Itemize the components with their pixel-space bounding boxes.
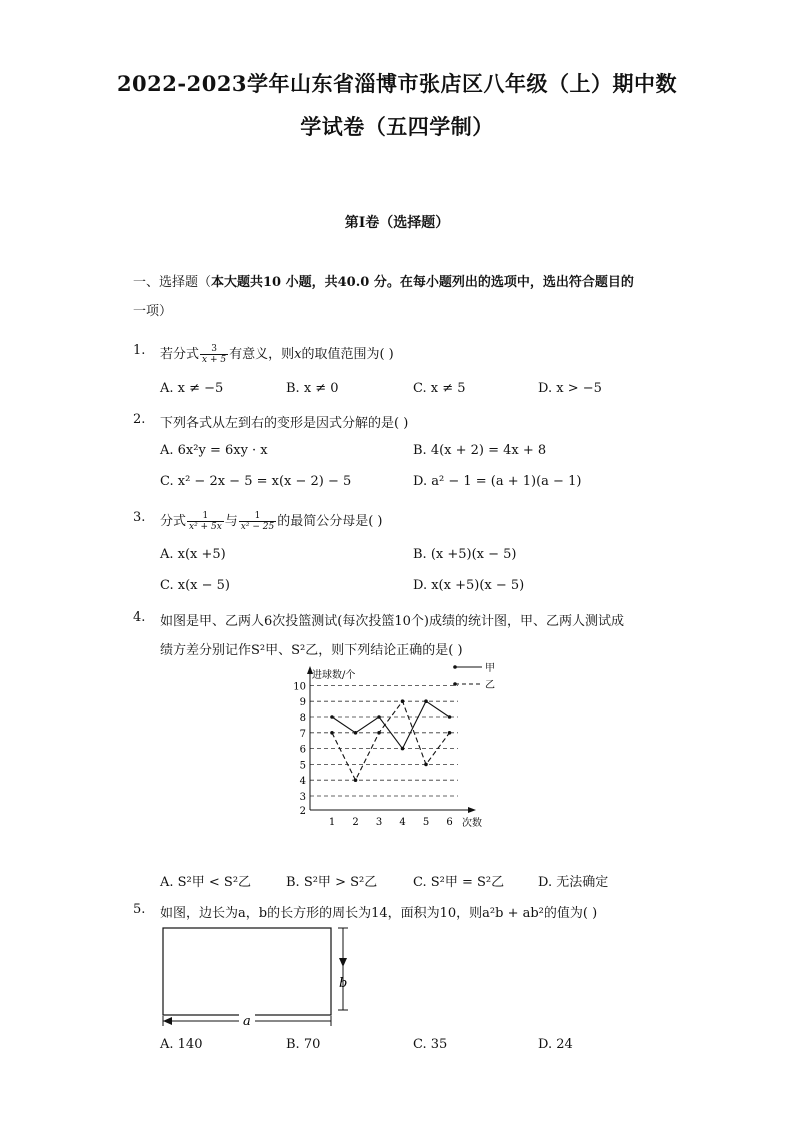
data-point-甲 (401, 747, 405, 751)
y-tick-label: 10 (293, 681, 306, 693)
option-c[interactable]: C. x ≠ 5 (413, 381, 466, 396)
data-point-乙 (401, 699, 405, 703)
section-prefix: 一、选择题（ (133, 275, 212, 290)
x-tick-label: 2 (352, 817, 359, 828)
question-number: 4. (133, 610, 146, 625)
label-b: b (339, 976, 348, 991)
x-tick-label: 5 (422, 817, 430, 828)
legend-marker-甲 (453, 665, 457, 669)
option-d[interactable]: D. 24 (538, 1037, 573, 1052)
option-b[interactable]: B. 4(x + 2) = 4x + 8 (413, 443, 547, 458)
option-b[interactable]: B. x ≠ 0 (286, 381, 339, 396)
option-a[interactable]: A. S²甲 < S²乙 (160, 875, 252, 890)
question-text (160, 510, 670, 532)
denominator: x² + 5x (189, 522, 222, 532)
option-d[interactable]: D. x(x +5)(x − 5) (413, 578, 525, 593)
denominator: x² − 25 (240, 522, 275, 532)
legend-marker-乙 (453, 682, 457, 686)
option-a[interactable]: A. 6x²y = 6xy · x (160, 443, 268, 458)
exam-title-line2: 学试卷（五四学制） (300, 114, 494, 139)
x-tick-label: 1 (328, 817, 336, 828)
question-1 (0, 343, 794, 363)
rectangle-diagram (155, 924, 365, 1030)
option-d[interactable]: D. a² − 1 = (a + 1)(a − 1) (413, 474, 582, 489)
q1-pre: 若分式 (160, 347, 200, 362)
fraction-1 (187, 511, 224, 532)
label-a: a (243, 1014, 251, 1029)
option-c[interactable]: C. x(x − 5) (160, 578, 230, 593)
legend-label: 乙 (485, 680, 495, 691)
section-line2: 一项） (133, 304, 173, 319)
option-a[interactable]: A. 140 (160, 1037, 203, 1052)
exam-title-line1: 2022-2023学年山东省淄博市张店区八年级（上）期中数 (116, 71, 678, 96)
y-tick-label: 2 (299, 806, 306, 817)
denominator: x + 5 (202, 355, 227, 365)
a-arrow-head (163, 1017, 172, 1025)
data-point-乙 (354, 778, 358, 782)
question-number: 5. (133, 902, 146, 917)
question-text: 如图，边长为a，b的长方形的周长为14，面积为10，则a²b + ab²的值为( ) (160, 906, 598, 921)
q1-post2: 的取值范围为( ) (301, 347, 394, 362)
data-point-乙 (448, 731, 452, 735)
x-tick-label: 3 (375, 817, 383, 828)
y-tick-label: 7 (299, 728, 306, 740)
data-point-甲 (424, 699, 428, 703)
chart-axes (307, 666, 482, 829)
question-text: 下列各式从左到右的变形是因式分解的是( ) (160, 416, 409, 431)
data-point-甲 (354, 731, 358, 735)
y-tick-label: 5 (299, 760, 306, 772)
numerator: 1 (187, 511, 224, 522)
data-point-乙 (330, 731, 334, 735)
y-axis-label: 进球数/个 (312, 670, 356, 681)
score-line-chart (290, 660, 500, 835)
option-d[interactable]: D. x > −5 (538, 381, 602, 396)
option-c[interactable]: C. 35 (413, 1037, 448, 1052)
option-b[interactable]: B. S²甲 > S²乙 (286, 875, 378, 890)
y-tick-label: 9 (299, 697, 306, 709)
q3-post: 的最简公分母是( ) (277, 514, 383, 529)
option-b[interactable]: B. (x +5)(x − 5) (413, 547, 517, 562)
data-point-甲 (330, 715, 334, 719)
x-tick-label: 6 (446, 817, 453, 828)
chart-series (330, 699, 451, 782)
chart-gridlines (310, 685, 458, 796)
q1-var: x (294, 347, 302, 362)
fraction (200, 344, 228, 365)
option-c[interactable]: C. S²甲 = S²乙 (413, 875, 505, 890)
q3-pre: 分式 (160, 514, 187, 529)
question-4-line2: 绩方差分别记作S²甲、S²乙，则下列结论正确的是( ) (160, 643, 463, 658)
numerator: 1 (239, 511, 276, 522)
option-b[interactable]: B. 70 (286, 1037, 321, 1052)
data-point-甲 (377, 715, 381, 719)
part-heading: 第I卷（选择题） (344, 215, 450, 231)
y-tick-label: 3 (299, 792, 306, 803)
series-line-甲 (332, 701, 450, 748)
q3-mid: 与 (224, 514, 238, 529)
y-tick-label: 4 (299, 776, 306, 788)
y-tick-label: 8 (299, 713, 306, 724)
question-number: 3. (133, 510, 146, 525)
chart-legend (453, 662, 495, 691)
data-point-乙 (424, 763, 428, 767)
option-c[interactable]: C. x² − 2x − 5 = x(x − 2) − 5 (160, 474, 352, 489)
section-bold-text: 本大题共10 小题，共40.0 分。在每小题列出的选项中，选出符合题目的 (211, 275, 634, 290)
fraction-2 (239, 511, 276, 532)
x-axis-arrow (468, 807, 476, 813)
data-point-甲 (448, 715, 452, 719)
option-d[interactable]: D. 无法确定 (538, 875, 609, 890)
y-tick-label: 6 (299, 744, 306, 756)
question-number: 2. (133, 412, 146, 427)
series-line-乙 (332, 701, 450, 780)
b-arrow-head (339, 958, 347, 967)
x-axis-label: 次数 (462, 818, 482, 829)
option-a[interactable]: A. x(x +5) (160, 547, 226, 562)
x-tick-label: 4 (399, 817, 406, 828)
rectangle-shape (163, 928, 331, 1015)
q1-post: 有意义，则 (229, 347, 295, 362)
question-text-line1: 如图是甲、乙两人6次投篮测试(每次投篮10个)成绩的统计图，甲、乙两人测试成 (160, 614, 624, 629)
question-number: 1. (133, 343, 146, 358)
section-instructions (133, 268, 668, 326)
data-point-乙 (377, 731, 381, 735)
numerator: 3 (200, 344, 228, 355)
legend-label: 甲 (485, 663, 495, 674)
question-text (160, 343, 670, 365)
option-a[interactable]: A. x ≠ −5 (160, 381, 224, 396)
